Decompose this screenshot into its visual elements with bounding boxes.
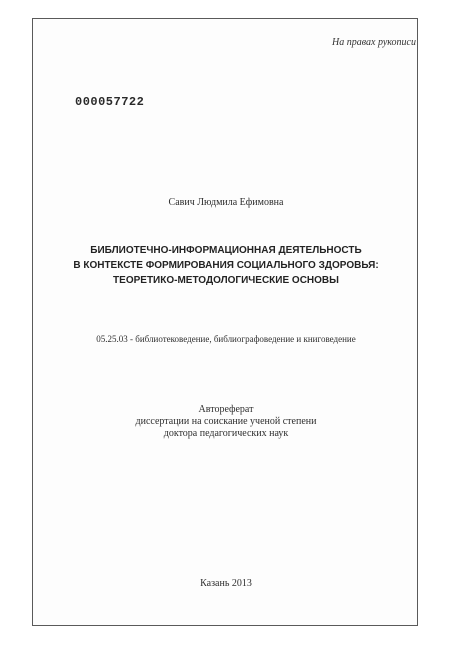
title-line: БИБЛИОТЕЧНО-ИНФОРМАЦИОННАЯ ДЕЯТЕЛЬНОСТЬ [90, 245, 362, 256]
author-name: Савич Людмила Ефимовна [168, 197, 284, 208]
specialty-code: 05.25.03 - библиотековедение, библиографоведение и книговедение [96, 334, 356, 344]
rights-note: На правах рукописи [332, 37, 416, 48]
abstract-line: Автореферат [198, 404, 254, 415]
title-line: В КОНТЕКСТЕ ФОРМИРОВАНИЯ СОЦИАЛЬНОГО ЗДОРОВЬЯ: [73, 260, 379, 271]
place-and-year: Казань 2013 [200, 578, 252, 589]
inventory-number: 000057722 [75, 95, 145, 109]
dissertation-title [0, 243, 452, 288]
abstract-designation [0, 404, 452, 440]
abstract-line: доктора педагогических наук [163, 428, 289, 439]
title-line: ТЕОРЕТИКО-МЕТОДОЛОГИЧЕСКИЕ ОСНОВЫ [113, 275, 339, 286]
document-page [32, 18, 418, 626]
abstract-line: диссертации на соискание ученой степени [135, 416, 317, 427]
